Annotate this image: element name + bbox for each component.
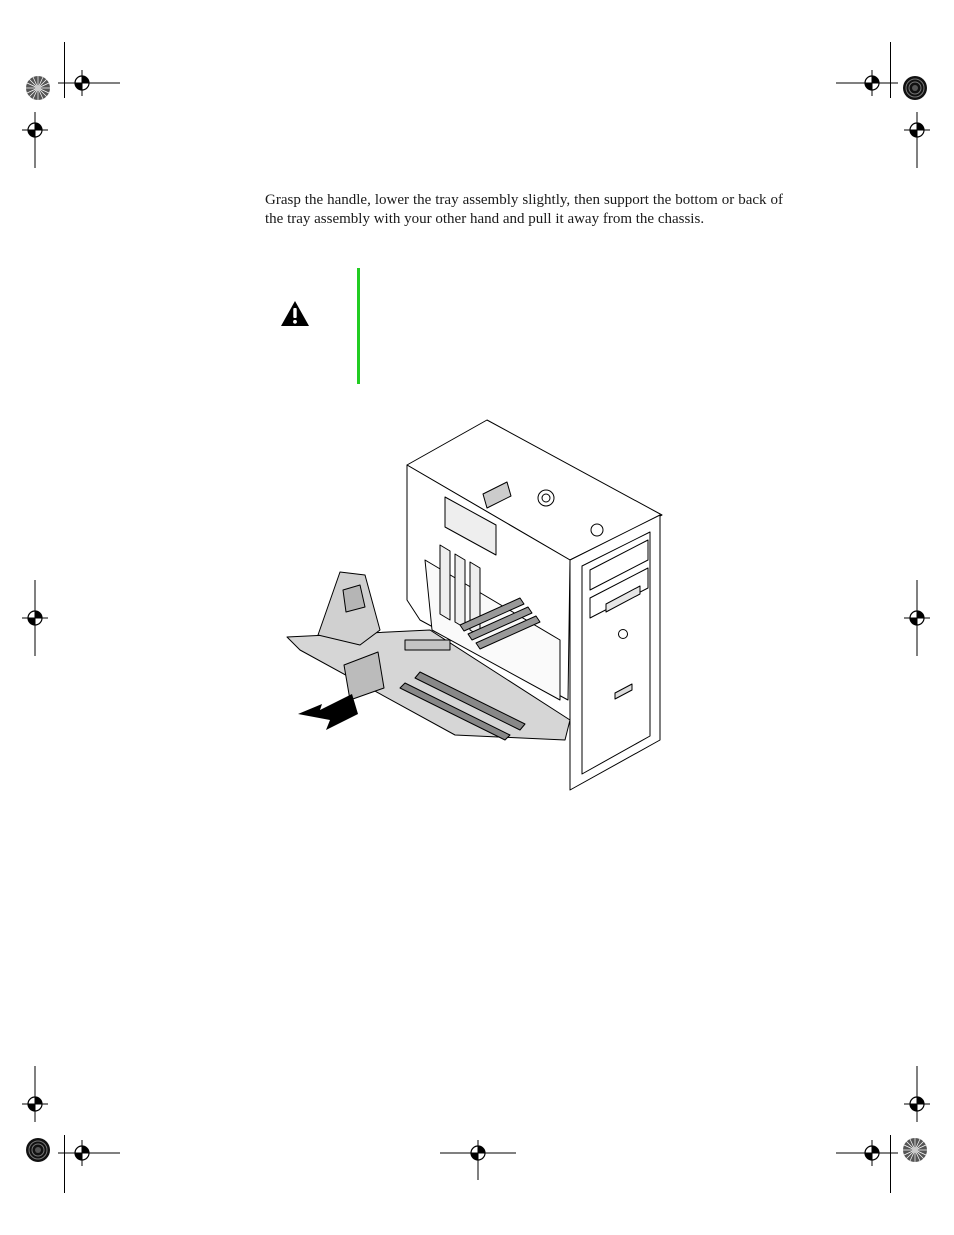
- registration-mark: [440, 1140, 516, 1180]
- registration-mark: [836, 1140, 898, 1166]
- registration-mark: [58, 70, 120, 96]
- registration-mark: [904, 112, 930, 168]
- warning-triangle-icon: [280, 300, 310, 327]
- registration-mark: [836, 70, 898, 96]
- power-button: [619, 630, 628, 639]
- warning-bar: [357, 268, 360, 384]
- color-dial: [25, 1137, 51, 1163]
- tray-assembly-removal-illustration: [280, 415, 670, 795]
- registration-mark: [58, 1140, 120, 1166]
- registration-mark: [22, 112, 48, 168]
- registration-mark: [904, 1066, 930, 1122]
- instruction-paragraph: Grasp the handle, lower the tray assembly slightly, then support the bottom or back of the tray assembly with your other hand and pull it away from the chassis.: [265, 192, 783, 227]
- direction-arrow: [298, 694, 358, 730]
- registration-mark: [904, 580, 930, 656]
- registration-mark: [22, 1066, 48, 1122]
- registration-mark: [22, 580, 48, 656]
- color-dial: [25, 75, 51, 101]
- color-dial: [902, 75, 928, 101]
- color-dial: [902, 1137, 928, 1163]
